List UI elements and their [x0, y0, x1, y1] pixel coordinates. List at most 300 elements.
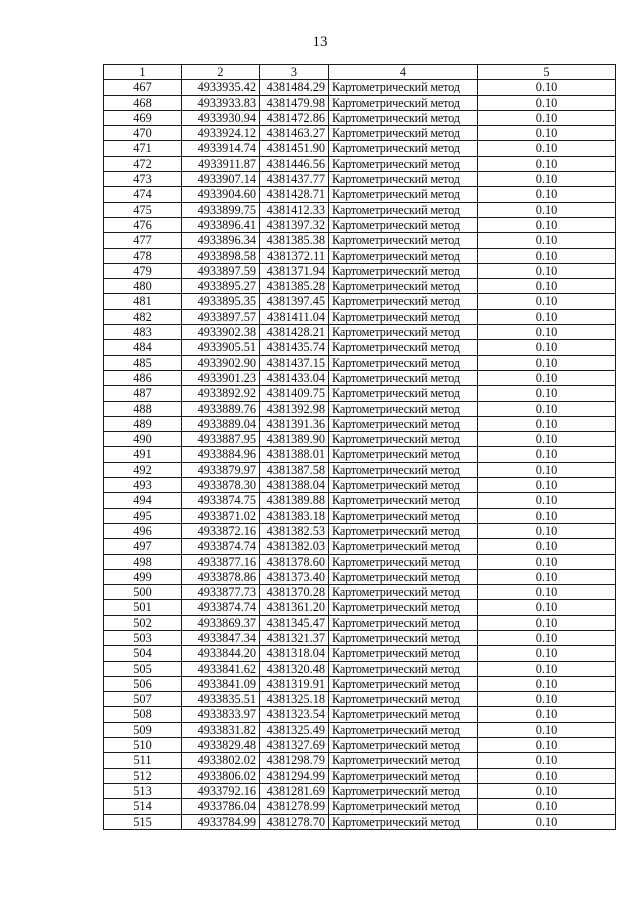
table-row — [104, 600, 616, 615]
y-coordinate-cell: 4381327.69 — [260, 738, 329, 753]
y-coordinate-cell: 4381437.15 — [260, 355, 329, 370]
point-number-cell: 495 — [104, 508, 182, 523]
point-number-cell: 472 — [104, 156, 182, 171]
point-number-cell: 474 — [104, 187, 182, 202]
accuracy-cell: 0.10 — [478, 370, 616, 385]
method-cell: Картометрический метод — [329, 600, 478, 615]
accuracy-cell: 0.10 — [478, 585, 616, 600]
page-number: 13 — [312, 34, 328, 50]
y-coordinate-cell: 4381389.88 — [260, 493, 329, 508]
table-row — [104, 692, 616, 707]
method-cell: Картометрический метод — [329, 370, 478, 385]
point-number-cell: 497 — [104, 539, 182, 554]
method-cell: Картометрический метод — [329, 202, 478, 217]
accuracy-cell: 0.10 — [478, 187, 616, 202]
accuracy-cell: 0.10 — [478, 432, 616, 447]
table-row — [104, 447, 616, 462]
point-number-cell: 477 — [104, 233, 182, 248]
table-row — [104, 814, 616, 829]
table-row — [104, 386, 616, 401]
point-number-cell: 511 — [104, 753, 182, 768]
table-row — [104, 187, 616, 202]
point-number-cell: 483 — [104, 325, 182, 340]
x-coordinate-cell: 4933878.30 — [182, 478, 260, 493]
y-coordinate-cell: 4381278.70 — [260, 814, 329, 829]
accuracy-cell: 0.10 — [478, 202, 616, 217]
accuracy-cell: 0.10 — [478, 309, 616, 324]
table-row — [104, 493, 616, 508]
x-coordinate-cell: 4933907.14 — [182, 172, 260, 187]
method-cell: Картометрический метод — [329, 248, 478, 263]
point-number-cell: 500 — [104, 585, 182, 600]
table-row — [104, 325, 616, 340]
y-coordinate-cell: 4381451.90 — [260, 141, 329, 156]
y-coordinate-cell: 4381472.86 — [260, 110, 329, 125]
accuracy-cell: 0.10 — [478, 279, 616, 294]
table-row — [104, 370, 616, 385]
table-row — [104, 279, 616, 294]
table-row — [104, 294, 616, 309]
accuracy-cell: 0.10 — [478, 447, 616, 462]
table-row — [104, 676, 616, 691]
y-coordinate-cell: 4381433.04 — [260, 370, 329, 385]
x-coordinate-cell: 4933887.95 — [182, 432, 260, 447]
point-number-cell: 471 — [104, 141, 182, 156]
table-row — [104, 799, 616, 814]
accuracy-cell: 0.10 — [478, 493, 616, 508]
table-row — [104, 523, 616, 538]
method-cell: Картометрический метод — [329, 676, 478, 691]
x-coordinate-cell: 4933902.90 — [182, 355, 260, 370]
y-coordinate-cell: 4381371.94 — [260, 263, 329, 278]
table-row — [104, 462, 616, 477]
x-coordinate-cell: 4933784.99 — [182, 814, 260, 829]
table-row — [104, 248, 616, 263]
point-number-cell: 490 — [104, 432, 182, 447]
y-coordinate-cell: 4381392.98 — [260, 401, 329, 416]
table-row — [104, 309, 616, 324]
accuracy-cell: 0.10 — [478, 141, 616, 156]
point-number-cell: 493 — [104, 478, 182, 493]
y-coordinate-cell: 4381323.54 — [260, 707, 329, 722]
x-coordinate-cell: 4933802.02 — [182, 753, 260, 768]
method-cell: Картометрический метод — [329, 493, 478, 508]
table-row — [104, 783, 616, 798]
y-coordinate-cell: 4381409.75 — [260, 386, 329, 401]
point-number-cell: 478 — [104, 248, 182, 263]
y-coordinate-cell: 4381298.79 — [260, 753, 329, 768]
method-cell: Картометрический метод — [329, 539, 478, 554]
x-coordinate-cell: 4933874.75 — [182, 493, 260, 508]
x-coordinate-cell: 4933896.41 — [182, 217, 260, 232]
x-coordinate-cell: 4933889.76 — [182, 401, 260, 416]
y-coordinate-cell: 4381397.32 — [260, 217, 329, 232]
y-coordinate-cell: 4381388.01 — [260, 447, 329, 462]
y-coordinate-cell: 4381484.29 — [260, 80, 329, 95]
point-number-cell: 479 — [104, 263, 182, 278]
accuracy-cell: 0.10 — [478, 646, 616, 661]
method-cell: Картометрический метод — [329, 722, 478, 737]
method-cell: Картометрический метод — [329, 799, 478, 814]
method-cell: Картометрический метод — [329, 340, 478, 355]
point-number-cell: 489 — [104, 416, 182, 431]
y-coordinate-cell: 4381370.28 — [260, 585, 329, 600]
accuracy-cell: 0.10 — [478, 661, 616, 676]
method-cell: Картометрический метод — [329, 569, 478, 584]
column-header: 2 — [182, 65, 260, 80]
accuracy-cell: 0.10 — [478, 508, 616, 523]
accuracy-cell: 0.10 — [478, 768, 616, 783]
y-coordinate-cell: 4381278.99 — [260, 799, 329, 814]
method-cell: Картометрический метод — [329, 523, 478, 538]
point-number-cell: 508 — [104, 707, 182, 722]
y-coordinate-cell: 4381383.18 — [260, 508, 329, 523]
point-number-cell: 506 — [104, 676, 182, 691]
x-coordinate-cell: 4933895.35 — [182, 294, 260, 309]
x-coordinate-cell: 4933806.02 — [182, 768, 260, 783]
table-row — [104, 110, 616, 125]
y-coordinate-cell: 4381463.27 — [260, 126, 329, 141]
y-coordinate-cell: 4381361.20 — [260, 600, 329, 615]
method-cell: Картометрический метод — [329, 355, 478, 370]
x-coordinate-cell: 4933847.34 — [182, 630, 260, 645]
method-cell: Картометрический метод — [329, 95, 478, 110]
y-coordinate-cell: 4381389.90 — [260, 432, 329, 447]
y-coordinate-cell: 4381388.04 — [260, 478, 329, 493]
y-coordinate-cell: 4381345.47 — [260, 615, 329, 630]
accuracy-cell: 0.10 — [478, 799, 616, 814]
table-row — [104, 661, 616, 676]
accuracy-cell: 0.10 — [478, 416, 616, 431]
x-coordinate-cell: 4933874.74 — [182, 600, 260, 615]
method-cell: Картометрический метод — [329, 783, 478, 798]
table-row — [104, 126, 616, 141]
x-coordinate-cell: 4933792.16 — [182, 783, 260, 798]
method-cell: Картометрический метод — [329, 294, 478, 309]
accuracy-cell: 0.10 — [478, 340, 616, 355]
x-coordinate-cell: 4933895.27 — [182, 279, 260, 294]
table-header-row — [104, 65, 616, 80]
accuracy-cell: 0.10 — [478, 263, 616, 278]
y-coordinate-cell: 4381320.48 — [260, 661, 329, 676]
accuracy-cell: 0.10 — [478, 630, 616, 645]
accuracy-cell: 0.10 — [478, 554, 616, 569]
method-cell: Картометрический метод — [329, 692, 478, 707]
table-row — [104, 202, 616, 217]
accuracy-cell: 0.10 — [478, 722, 616, 737]
accuracy-cell: 0.10 — [478, 172, 616, 187]
point-number-cell: 513 — [104, 783, 182, 798]
method-cell: Картометрический метод — [329, 325, 478, 340]
method-cell: Картометрический метод — [329, 263, 478, 278]
table-row — [104, 615, 616, 630]
point-number-cell: 482 — [104, 309, 182, 324]
method-cell: Картометрический метод — [329, 447, 478, 462]
x-coordinate-cell: 4933841.09 — [182, 676, 260, 691]
accuracy-cell: 0.10 — [478, 615, 616, 630]
y-coordinate-cell: 4381391.36 — [260, 416, 329, 431]
x-coordinate-cell: 4933871.02 — [182, 508, 260, 523]
accuracy-cell: 0.10 — [478, 569, 616, 584]
accuracy-cell: 0.10 — [478, 478, 616, 493]
table-row — [104, 753, 616, 768]
accuracy-cell: 0.10 — [478, 294, 616, 309]
column-header: 4 — [329, 65, 478, 80]
method-cell: Картометрический метод — [329, 156, 478, 171]
point-number-cell: 510 — [104, 738, 182, 753]
method-cell: Картометрический метод — [329, 462, 478, 477]
x-coordinate-cell: 4933889.04 — [182, 416, 260, 431]
y-coordinate-cell: 4381382.03 — [260, 539, 329, 554]
y-coordinate-cell: 4381428.21 — [260, 325, 329, 340]
table-row — [104, 630, 616, 645]
table-row — [104, 217, 616, 232]
table-row — [104, 554, 616, 569]
y-coordinate-cell: 4381387.58 — [260, 462, 329, 477]
point-number-cell: 507 — [104, 692, 182, 707]
method-cell: Картометрический метод — [329, 585, 478, 600]
point-number-cell: 501 — [104, 600, 182, 615]
method-cell: Картометрический метод — [329, 646, 478, 661]
method-cell: Картометрический метод — [329, 172, 478, 187]
point-number-cell: 509 — [104, 722, 182, 737]
x-coordinate-cell: 4933844.20 — [182, 646, 260, 661]
accuracy-cell: 0.10 — [478, 539, 616, 554]
accuracy-cell: 0.10 — [478, 462, 616, 477]
accuracy-cell: 0.10 — [478, 738, 616, 753]
x-coordinate-cell: 4933874.74 — [182, 539, 260, 554]
method-cell: Картометрический метод — [329, 753, 478, 768]
x-coordinate-cell: 4933877.73 — [182, 585, 260, 600]
point-number-cell: 512 — [104, 768, 182, 783]
point-number-cell: 492 — [104, 462, 182, 477]
point-number-cell: 473 — [104, 172, 182, 187]
method-cell: Картометрический метод — [329, 738, 478, 753]
point-number-cell: 505 — [104, 661, 182, 676]
method-cell: Картометрический метод — [329, 432, 478, 447]
point-number-cell: 485 — [104, 355, 182, 370]
table-row — [104, 263, 616, 278]
method-cell: Картометрический метод — [329, 814, 478, 829]
method-cell: Картометрический метод — [329, 478, 478, 493]
table-row — [104, 172, 616, 187]
x-coordinate-cell: 4933933.83 — [182, 95, 260, 110]
point-number-cell: 486 — [104, 370, 182, 385]
point-number-cell: 515 — [104, 814, 182, 829]
table-row — [104, 355, 616, 370]
point-number-cell: 467 — [104, 80, 182, 95]
y-coordinate-cell: 4381325.49 — [260, 722, 329, 737]
point-number-cell: 488 — [104, 401, 182, 416]
x-coordinate-cell: 4933902.38 — [182, 325, 260, 340]
y-coordinate-cell: 4381411.04 — [260, 309, 329, 324]
point-number-cell: 484 — [104, 340, 182, 355]
table-row — [104, 416, 616, 431]
method-cell: Картометрический метод — [329, 768, 478, 783]
accuracy-cell: 0.10 — [478, 233, 616, 248]
point-number-cell: 503 — [104, 630, 182, 645]
x-coordinate-cell: 4933898.58 — [182, 248, 260, 263]
method-cell: Картометрический метод — [329, 80, 478, 95]
y-coordinate-cell: 4381373.40 — [260, 569, 329, 584]
y-coordinate-cell: 4381378.60 — [260, 554, 329, 569]
accuracy-cell: 0.10 — [478, 95, 616, 110]
method-cell: Картометрический метод — [329, 615, 478, 630]
table-row — [104, 768, 616, 783]
accuracy-cell: 0.10 — [478, 248, 616, 263]
x-coordinate-cell: 4933897.57 — [182, 309, 260, 324]
table-row — [104, 95, 616, 110]
accuracy-cell: 0.10 — [478, 156, 616, 171]
method-cell: Картометрический метод — [329, 279, 478, 294]
point-number-cell: 494 — [104, 493, 182, 508]
y-coordinate-cell: 4381385.38 — [260, 233, 329, 248]
point-number-cell: 468 — [104, 95, 182, 110]
method-cell: Картометрический метод — [329, 110, 478, 125]
accuracy-cell: 0.10 — [478, 110, 616, 125]
point-number-cell: 498 — [104, 554, 182, 569]
coordinates-table — [103, 64, 616, 830]
y-coordinate-cell: 4381321.37 — [260, 630, 329, 645]
y-coordinate-cell: 4381397.45 — [260, 294, 329, 309]
x-coordinate-cell: 4933935.42 — [182, 80, 260, 95]
y-coordinate-cell: 4381318.04 — [260, 646, 329, 661]
point-number-cell: 470 — [104, 126, 182, 141]
accuracy-cell: 0.10 — [478, 814, 616, 829]
y-coordinate-cell: 4381428.71 — [260, 187, 329, 202]
y-coordinate-cell: 4381435.74 — [260, 340, 329, 355]
x-coordinate-cell: 4933829.48 — [182, 738, 260, 753]
table-row — [104, 401, 616, 416]
x-coordinate-cell: 4933892.92 — [182, 386, 260, 401]
method-cell: Картометрический метод — [329, 386, 478, 401]
table-row — [104, 707, 616, 722]
point-number-cell: 487 — [104, 386, 182, 401]
method-cell: Картометрический метод — [329, 630, 478, 645]
x-coordinate-cell: 4933872.16 — [182, 523, 260, 538]
table-row — [104, 80, 616, 95]
accuracy-cell: 0.10 — [478, 600, 616, 615]
method-cell: Картометрический метод — [329, 416, 478, 431]
column-header: 5 — [478, 65, 616, 80]
y-coordinate-cell: 4381446.56 — [260, 156, 329, 171]
accuracy-cell: 0.10 — [478, 126, 616, 141]
accuracy-cell: 0.10 — [478, 355, 616, 370]
y-coordinate-cell: 4381372.11 — [260, 248, 329, 263]
y-coordinate-cell: 4381281.69 — [260, 783, 329, 798]
table-row — [104, 569, 616, 584]
y-coordinate-cell: 4381437.77 — [260, 172, 329, 187]
x-coordinate-cell: 4933835.51 — [182, 692, 260, 707]
accuracy-cell: 0.10 — [478, 523, 616, 538]
point-number-cell: 502 — [104, 615, 182, 630]
y-coordinate-cell: 4381412.33 — [260, 202, 329, 217]
y-coordinate-cell: 4381479.98 — [260, 95, 329, 110]
column-header: 1 — [104, 65, 182, 80]
x-coordinate-cell: 4933879.97 — [182, 462, 260, 477]
x-coordinate-cell: 4933877.16 — [182, 554, 260, 569]
table-row — [104, 539, 616, 554]
accuracy-cell: 0.10 — [478, 707, 616, 722]
point-number-cell: 480 — [104, 279, 182, 294]
table-row — [104, 646, 616, 661]
x-coordinate-cell: 4933899.75 — [182, 202, 260, 217]
method-cell: Картометрический метод — [329, 508, 478, 523]
method-cell: Картометрический метод — [329, 187, 478, 202]
point-number-cell: 476 — [104, 217, 182, 232]
accuracy-cell: 0.10 — [478, 386, 616, 401]
accuracy-cell: 0.10 — [478, 676, 616, 691]
point-number-cell: 475 — [104, 202, 182, 217]
table-row — [104, 340, 616, 355]
column-header: 3 — [260, 65, 329, 80]
accuracy-cell: 0.10 — [478, 753, 616, 768]
x-coordinate-cell: 4933884.96 — [182, 447, 260, 462]
table-row — [104, 722, 616, 737]
x-coordinate-cell: 4933911.87 — [182, 156, 260, 171]
accuracy-cell: 0.10 — [478, 217, 616, 232]
table-row — [104, 585, 616, 600]
table-row — [104, 738, 616, 753]
table-row — [104, 478, 616, 493]
x-coordinate-cell: 4933869.37 — [182, 615, 260, 630]
point-number-cell: 499 — [104, 569, 182, 584]
x-coordinate-cell: 4933878.86 — [182, 569, 260, 584]
accuracy-cell: 0.10 — [478, 783, 616, 798]
method-cell: Картометрический метод — [329, 707, 478, 722]
x-coordinate-cell: 4933841.62 — [182, 661, 260, 676]
method-cell: Картометрический метод — [329, 309, 478, 324]
table-row — [104, 233, 616, 248]
point-number-cell: 504 — [104, 646, 182, 661]
method-cell: Картометрический метод — [329, 141, 478, 156]
y-coordinate-cell: 4381325.18 — [260, 692, 329, 707]
point-number-cell: 491 — [104, 447, 182, 462]
x-coordinate-cell: 4933786.04 — [182, 799, 260, 814]
y-coordinate-cell: 4381294.99 — [260, 768, 329, 783]
point-number-cell: 496 — [104, 523, 182, 538]
y-coordinate-cell: 4381319.91 — [260, 676, 329, 691]
table-body — [104, 80, 616, 830]
x-coordinate-cell: 4933905.51 — [182, 340, 260, 355]
accuracy-cell: 0.10 — [478, 692, 616, 707]
table-row — [104, 432, 616, 447]
x-coordinate-cell: 4933901.23 — [182, 370, 260, 385]
x-coordinate-cell: 4933904.60 — [182, 187, 260, 202]
point-number-cell: 514 — [104, 799, 182, 814]
y-coordinate-cell: 4381382.53 — [260, 523, 329, 538]
x-coordinate-cell: 4933924.12 — [182, 126, 260, 141]
method-cell: Картометрический метод — [329, 554, 478, 569]
accuracy-cell: 0.10 — [478, 401, 616, 416]
method-cell: Картометрический метод — [329, 661, 478, 676]
table-row — [104, 156, 616, 171]
table-row — [104, 508, 616, 523]
point-number-cell: 469 — [104, 110, 182, 125]
x-coordinate-cell: 4933896.34 — [182, 233, 260, 248]
x-coordinate-cell: 4933831.82 — [182, 722, 260, 737]
x-coordinate-cell: 4933833.97 — [182, 707, 260, 722]
point-number-cell: 481 — [104, 294, 182, 309]
x-coordinate-cell: 4933930.94 — [182, 110, 260, 125]
method-cell: Картометрический метод — [329, 217, 478, 232]
x-coordinate-cell: 4933897.59 — [182, 263, 260, 278]
method-cell: Картометрический метод — [329, 126, 478, 141]
method-cell: Картометрический метод — [329, 401, 478, 416]
method-cell: Картометрический метод — [329, 233, 478, 248]
y-coordinate-cell: 4381385.28 — [260, 279, 329, 294]
accuracy-cell: 0.10 — [478, 80, 616, 95]
